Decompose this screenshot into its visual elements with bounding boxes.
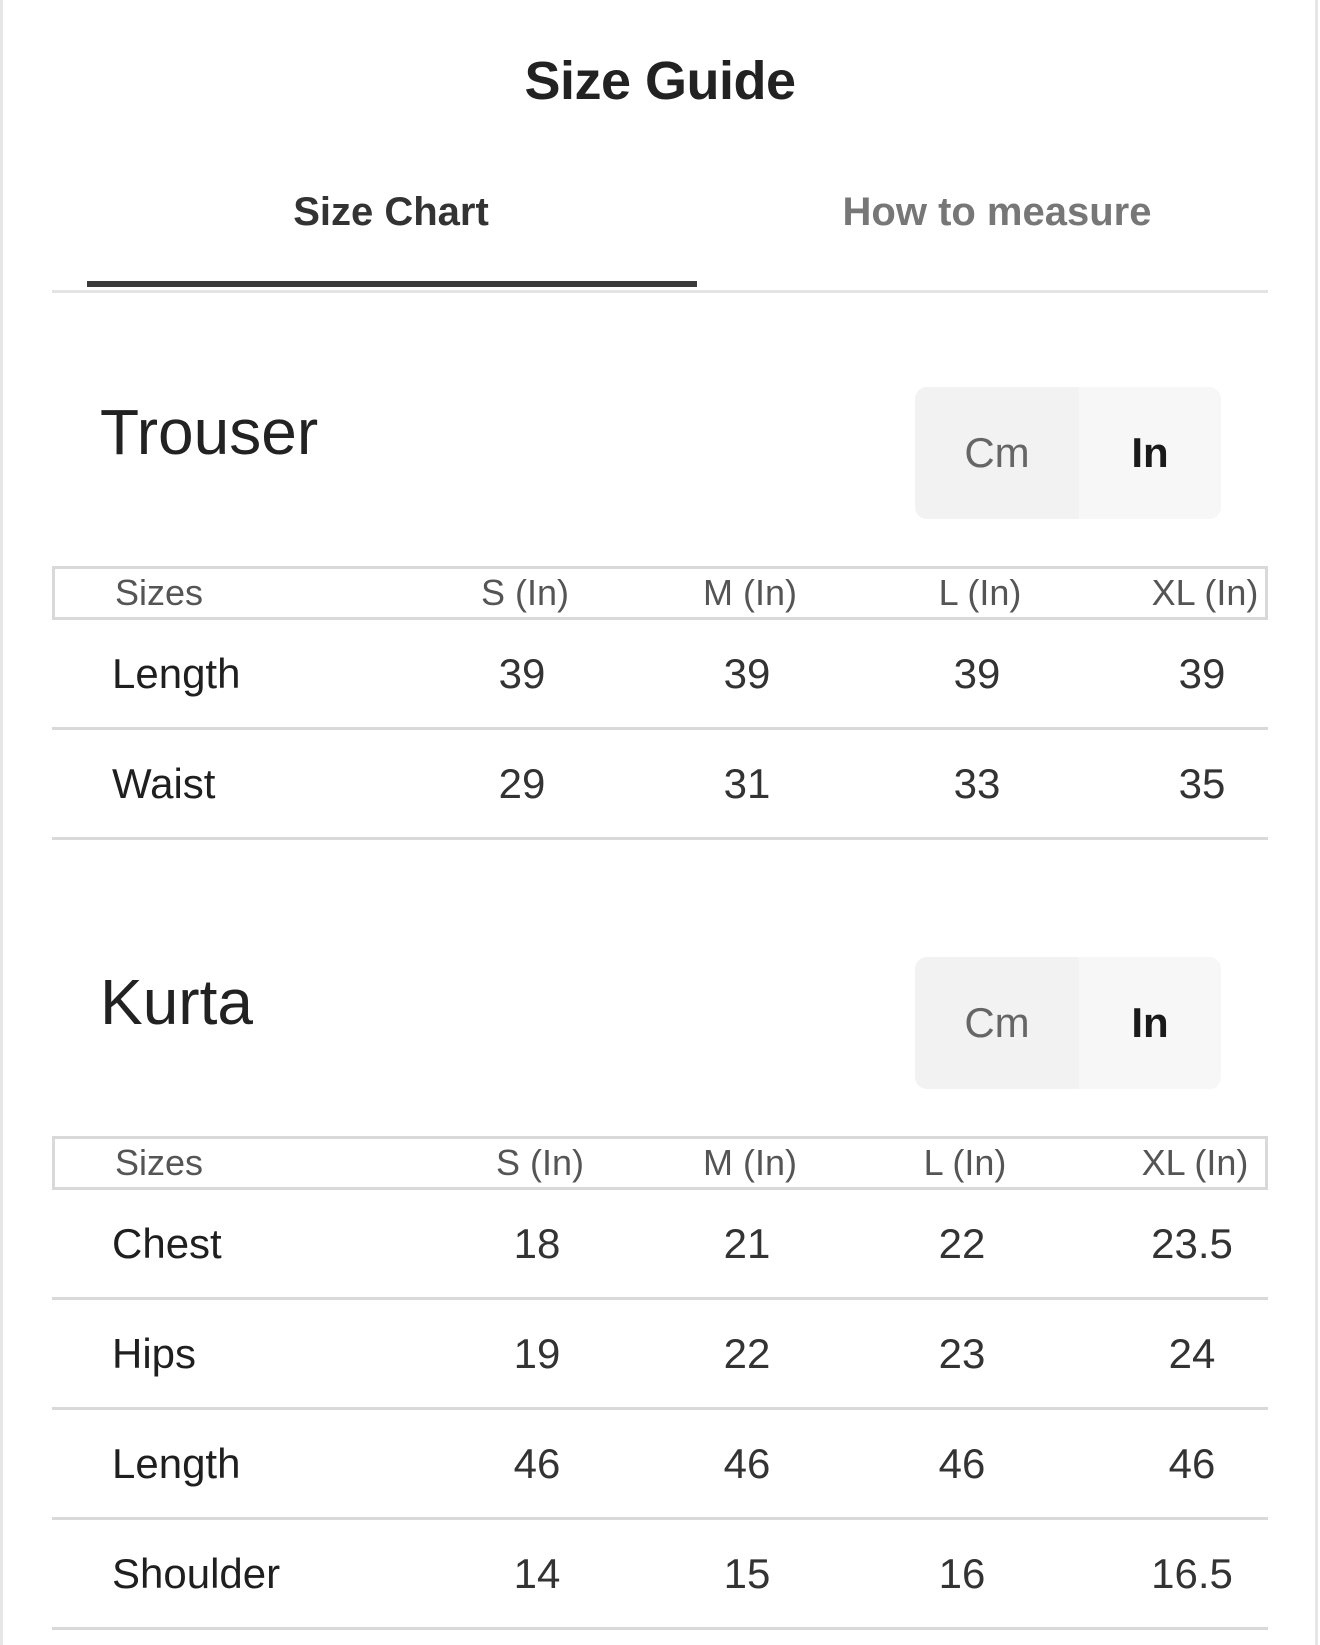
table-row [52, 1300, 1268, 1410]
trouser-unit-toggle [915, 387, 1221, 519]
trouser-section-title: Trouser [100, 396, 319, 468]
column-header: L (In) [938, 572, 1022, 613]
row-label: Length [112, 1440, 241, 1487]
size-value-cell: 22 [723, 1330, 771, 1377]
size-value-cell: 23.5 [1151, 1220, 1233, 1267]
trouser-unit-in-option[interactable]: In [1079, 387, 1221, 519]
size-value-cell: 39 [953, 650, 1001, 697]
size-value-cell: 46 [1168, 1440, 1216, 1487]
size-value-cell: 14 [513, 1550, 561, 1597]
trouser-size-table [52, 566, 1268, 840]
row-label: Shoulder [112, 1550, 281, 1597]
size-value-cell: 39 [498, 650, 546, 697]
size-value-cell: 24 [1168, 1330, 1216, 1377]
size-value-cell: 31 [723, 760, 771, 807]
table-header-row [52, 566, 1268, 620]
table-header-row [52, 1136, 1268, 1190]
row-label: Chest [112, 1220, 222, 1267]
column-header: M (In) [703, 572, 797, 613]
size-value-cell: 22 [938, 1220, 986, 1267]
size-value-cell: 15 [723, 1550, 771, 1597]
size-value-cell: 46 [723, 1440, 771, 1487]
kurta-section-title: Kurta [100, 966, 253, 1038]
size-value-cell: 21 [723, 1220, 771, 1267]
size-value-cell: 18 [513, 1220, 561, 1267]
row-label: Length [112, 650, 241, 697]
size-value-cell: 29 [498, 760, 546, 807]
kurta-unit-toggle [915, 957, 1221, 1089]
size-value-cell: 23 [938, 1330, 986, 1377]
trouser-unit-cm-option[interactable]: Cm [964, 429, 1030, 476]
column-header: S (In) [495, 1142, 584, 1183]
size-value-cell: 19 [513, 1330, 561, 1377]
column-header: M (In) [703, 1142, 797, 1183]
size-value-cell: 16.5 [1151, 1550, 1233, 1597]
size-value-cell: 39 [723, 650, 771, 697]
size-value-cell: 33 [953, 760, 1001, 807]
row-label: Hips [112, 1330, 197, 1377]
kurta-unit-in-option[interactable]: In [1079, 957, 1221, 1089]
tab-bar [52, 180, 1268, 293]
column-header: S (In) [480, 572, 569, 613]
table-row [52, 730, 1268, 840]
active-tab-indicator [87, 281, 697, 287]
tab-size-chart[interactable]: Size Chart [293, 190, 489, 234]
tab-how-to-measure[interactable]: How to measure [842, 190, 1152, 234]
kurta-size-table [52, 1136, 1268, 1630]
column-header: L (In) [923, 1142, 1007, 1183]
size-value-cell: 35 [1178, 760, 1226, 807]
size-value-cell: 39 [1178, 650, 1226, 697]
column-header: Sizes [115, 572, 204, 613]
table-row [52, 1190, 1268, 1300]
column-header: XL (In) [1151, 572, 1259, 613]
column-header: Sizes [115, 1142, 204, 1183]
table-row [52, 620, 1268, 730]
table-row [52, 1410, 1268, 1520]
row-label: Waist [112, 760, 216, 807]
column-header: XL (In) [1141, 1142, 1249, 1183]
page-title: Size Guide [524, 51, 796, 111]
size-value-cell: 46 [513, 1440, 561, 1487]
kurta-unit-cm-option[interactable]: Cm [964, 999, 1030, 1046]
size-value-cell: 16 [938, 1550, 986, 1597]
table-row [52, 1520, 1268, 1630]
size-value-cell: 46 [938, 1440, 986, 1487]
